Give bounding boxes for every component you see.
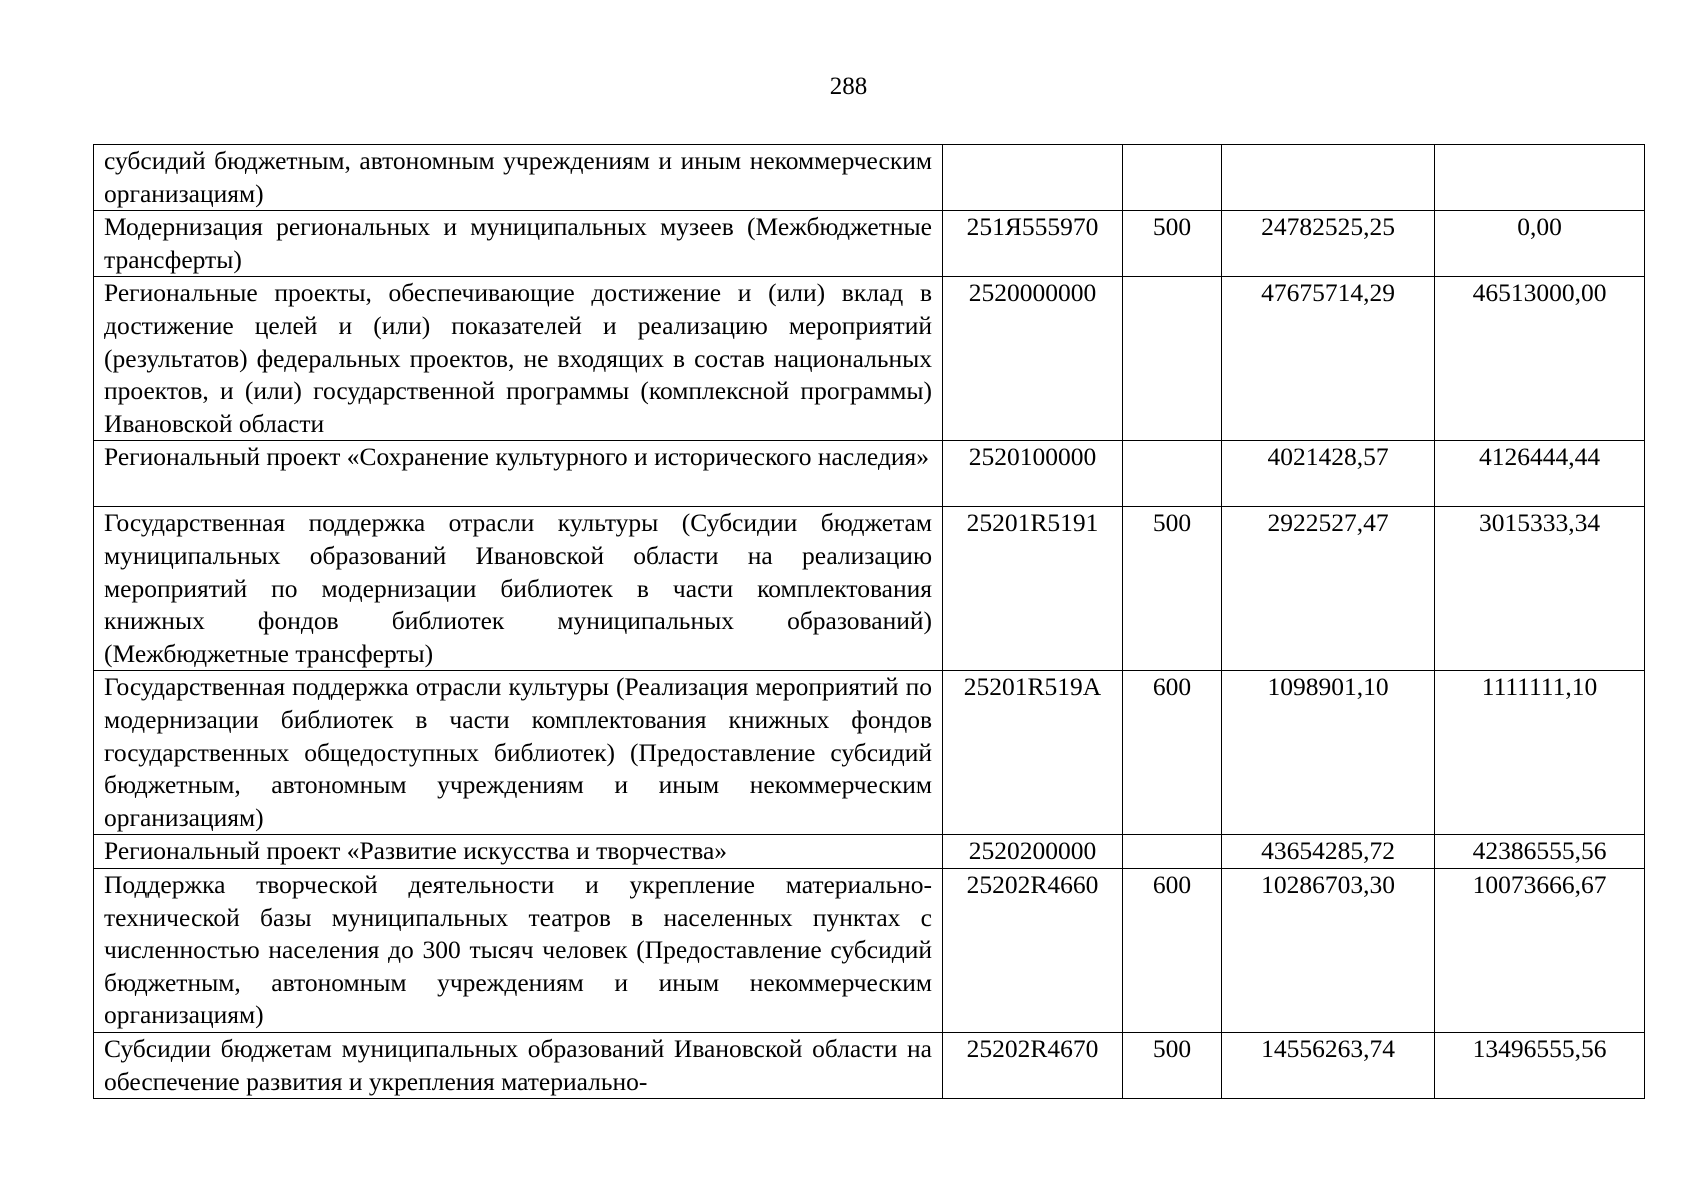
row-sum1-cell: 4021428,57 <box>1222 441 1435 507</box>
row-code-cell: 25202R4660 <box>943 868 1123 1032</box>
row-sum1-cell: 24782525,25 <box>1222 211 1435 277</box>
row-sum2-cell: 42386555,56 <box>1435 835 1645 869</box>
table-row <box>94 1032 1645 1098</box>
table-row <box>94 868 1645 1032</box>
row-name-cell: субсидий бюджетным, автономным учреждениям и иным некоммерческим организациям) <box>94 145 943 211</box>
row-sum2-cell: 3015333,34 <box>1435 507 1645 671</box>
row-type-cell <box>1123 441 1222 507</box>
row-sum2-cell: 10073666,67 <box>1435 868 1645 1032</box>
page-number: 288 <box>829 73 868 100</box>
row-type-cell: 600 <box>1123 671 1222 835</box>
table-row <box>94 507 1645 671</box>
row-sum2-cell: 4126444,44 <box>1435 441 1645 507</box>
row-type-cell <box>1123 277 1222 441</box>
row-type-cell: 500 <box>1123 507 1222 671</box>
row-sum1-cell: 1098901,10 <box>1222 671 1435 835</box>
table-row <box>94 211 1645 277</box>
row-type-cell: 500 <box>1123 1032 1222 1098</box>
row-name-cell: Государственная поддержка отрасли культуры (Субсидии бюджетам муниципальных образований Ивановской области на реализацию мероприятий по модернизации библиотек в части комплектования книжных фондов библиотек муниципальных образований) (Межбюджетные трансферты) <box>94 507 943 671</box>
row-type-cell <box>1123 835 1222 869</box>
row-type-cell: 500 <box>1123 211 1222 277</box>
row-sum2-cell <box>1435 145 1645 211</box>
row-code-cell: 2520200000 <box>943 835 1123 869</box>
row-sum1-cell: 47675714,29 <box>1222 277 1435 441</box>
row-type-cell <box>1123 145 1222 211</box>
row-code-cell <box>943 145 1123 211</box>
table-row <box>94 441 1645 507</box>
row-code-cell: 2520000000 <box>943 277 1123 441</box>
row-code-cell: 25201R5191 <box>943 507 1123 671</box>
row-sum2-cell: 13496555,56 <box>1435 1032 1645 1098</box>
row-sum2-cell: 0,00 <box>1435 211 1645 277</box>
row-type-cell: 600 <box>1123 868 1222 1032</box>
row-code-cell: 25202R4670 <box>943 1032 1123 1098</box>
row-sum1-cell: 43654285,72 <box>1222 835 1435 869</box>
row-name-cell: Модернизация региональных и муниципальных музеев (Межбюджетные трансферты) <box>94 211 943 277</box>
budget-table <box>93 144 1645 1099</box>
row-code-cell: 2520100000 <box>943 441 1123 507</box>
row-sum1-cell <box>1222 145 1435 211</box>
row-name-cell: Региональный проект «Сохранение культурного и исторического наследия» <box>94 441 943 507</box>
table-row <box>94 835 1645 869</box>
row-name-cell: Региональный проект «Развитие искусства и творчества» <box>94 835 943 869</box>
row-code-cell: 251Я555970 <box>943 211 1123 277</box>
row-sum2-cell: 1111111,10 <box>1435 671 1645 835</box>
row-name-cell: Региональные проекты, обеспечивающие достижение и (или) вклад в достижение целей и (или) показателей и реализацию мероприятий (результатов) федеральных проектов, не входящих в состав национальных проектов, и (или) государственной программы (комплексной программы) Ивановской области <box>94 277 943 441</box>
row-sum1-cell: 10286703,30 <box>1222 868 1435 1032</box>
row-name-cell: Поддержка творческой деятельности и укрепление материально-технической базы муниципальных театров в населенных пунктах с численностью населения до 300 тысяч человек (Предоставление субсидий бюджетным, автономным учреждениям и иным некоммерческим организациям) <box>94 868 943 1032</box>
row-name-cell: Субсидии бюджетам муниципальных образований Ивановской области на обеспечение развития и укрепления материально- <box>94 1032 943 1098</box>
row-code-cell: 25201R519A <box>943 671 1123 835</box>
table-row <box>94 145 1645 211</box>
row-name-cell: Государственная поддержка отрасли культуры (Реализация мероприятий по модернизации библиотек в части комплектования книжных фондов государственных общедоступных библиотек) (Предоставление субсидий бюджетным, автономным учреждениям и иным некоммерческим организациям) <box>94 671 943 835</box>
table-row <box>94 671 1645 835</box>
table-row <box>94 277 1645 441</box>
row-sum1-cell: 14556263,74 <box>1222 1032 1435 1098</box>
row-sum1-cell: 2922527,47 <box>1222 507 1435 671</box>
budget-table-body <box>94 145 1645 1099</box>
row-sum2-cell: 46513000,00 <box>1435 277 1645 441</box>
